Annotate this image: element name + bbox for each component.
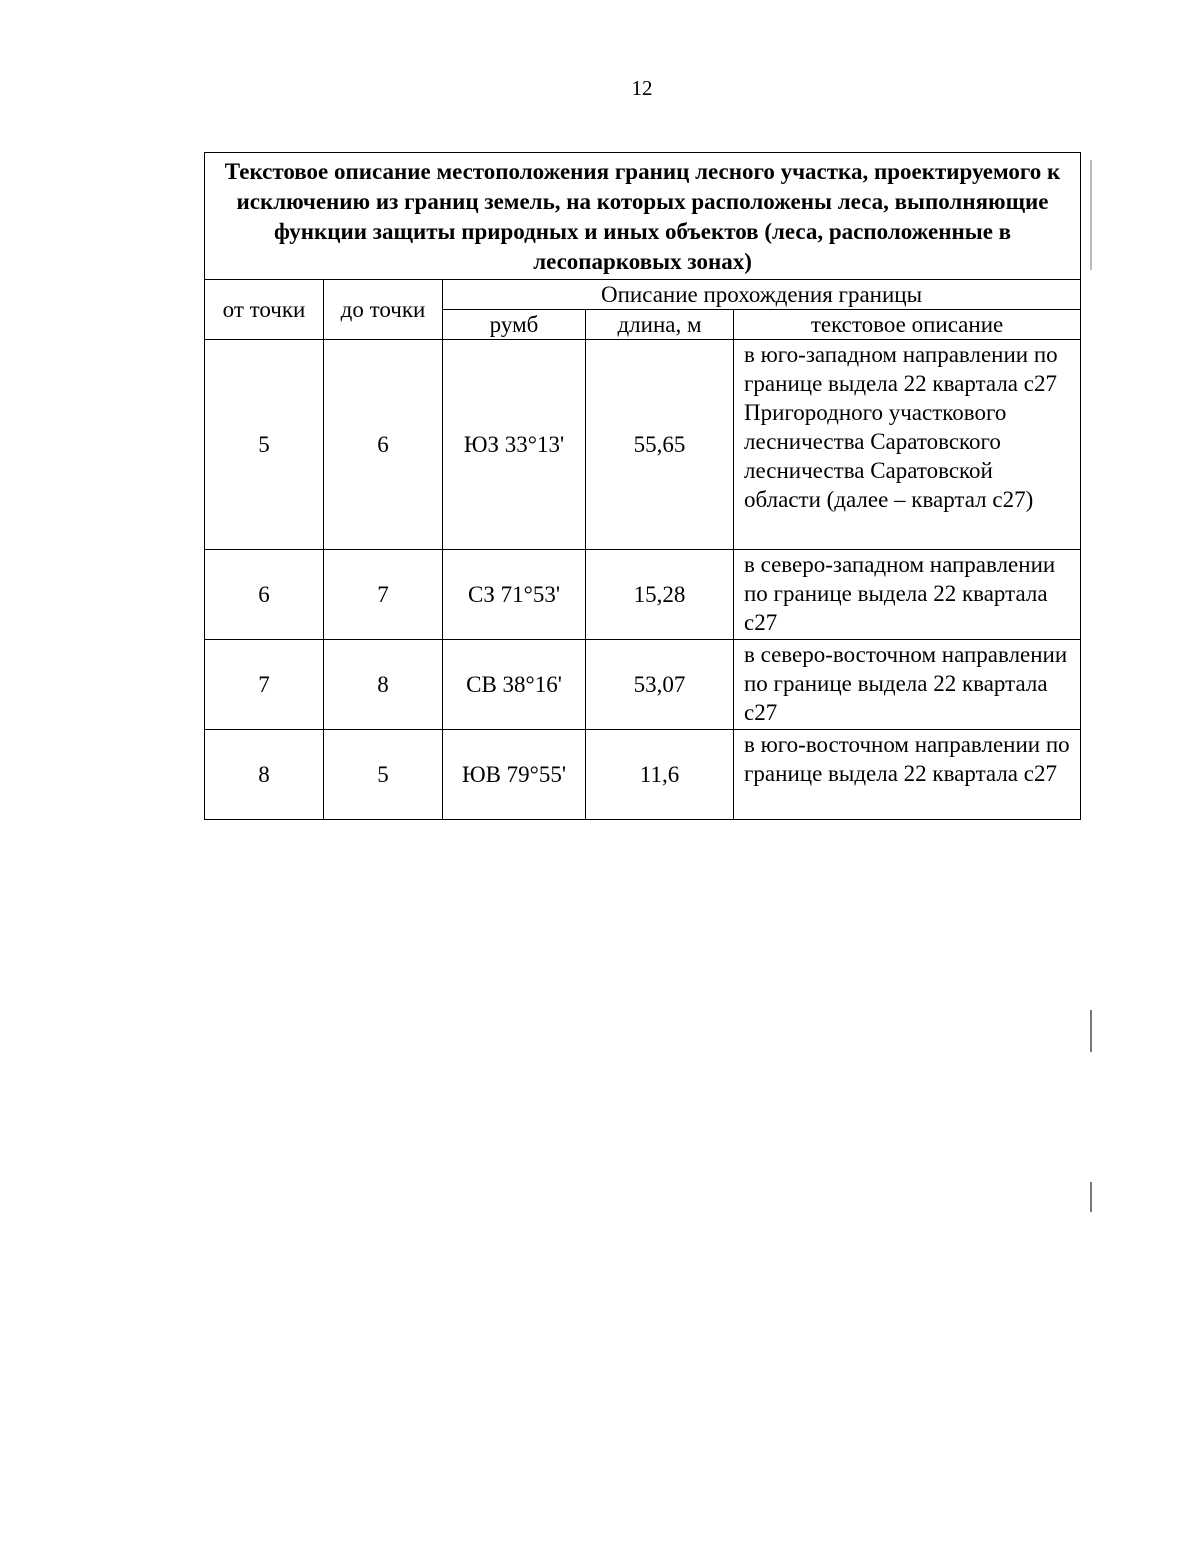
table-row (205, 340, 1081, 550)
cell-length: 53,07 (586, 640, 734, 730)
cell-description: в северо-западном направлении по границе выдела 22 квартала с27 (734, 550, 1081, 640)
cell-bearing: ЮЗ 33°13' (443, 340, 586, 550)
cell-bearing: СЗ 71°53' (443, 550, 586, 640)
cell-description: в юго-западном направлении по границе выдела 22 квартала с27 Пригородного участкового лесничества Саратовского лесничества Саратовской области (далее – квартал с27) (734, 340, 1081, 550)
table-row (205, 640, 1081, 730)
cell-to: 7 (324, 550, 443, 640)
cell-bearing: СВ 38°16' (443, 640, 586, 730)
cell-length: 55,65 (586, 340, 734, 550)
cell-from: 8 (205, 730, 324, 820)
cell-from: 7 (205, 640, 324, 730)
scan-artifact (1090, 1010, 1092, 1052)
header-row-1 (205, 280, 1081, 310)
table-row (205, 730, 1081, 820)
table-title-row (205, 153, 1081, 280)
header-to-point: до точки (324, 280, 443, 340)
header-text-description: текстовое описание (734, 310, 1081, 340)
header-from-point: от точки (205, 280, 324, 340)
header-boundary-description: Описание прохождения границы (443, 280, 1081, 310)
cell-description: в юго-восточном направлении по границе выдела 22 квартала с27 (734, 730, 1081, 820)
cell-to: 6 (324, 340, 443, 550)
cell-bearing: ЮВ 79°55' (443, 730, 586, 820)
cell-length: 15,28 (586, 550, 734, 640)
page-number: 12 (631, 76, 653, 100)
cell-length: 11,6 (586, 730, 734, 820)
header-length: длина, м (586, 310, 734, 340)
cell-description: в северо-восточном направлении по границе выдела 22 квартала с27 (734, 640, 1081, 730)
boundary-description-table (204, 152, 1081, 820)
scan-artifact (1090, 1182, 1092, 1212)
cell-to: 5 (324, 730, 443, 820)
table-row (205, 550, 1081, 640)
cell-from: 6 (205, 550, 324, 640)
header-bearing: румб (443, 310, 586, 340)
cell-from: 5 (205, 340, 324, 550)
cell-to: 8 (324, 640, 443, 730)
table-title: Текстовое описание местоположения границ лесного участка, проектируемого к исключению из границ земель, на которых расположены леса, выполняющие функции защиты природных и иных объектов (леса, расположенные в лесопарковых зонах) (205, 153, 1081, 280)
scan-artifact (1090, 160, 1092, 270)
